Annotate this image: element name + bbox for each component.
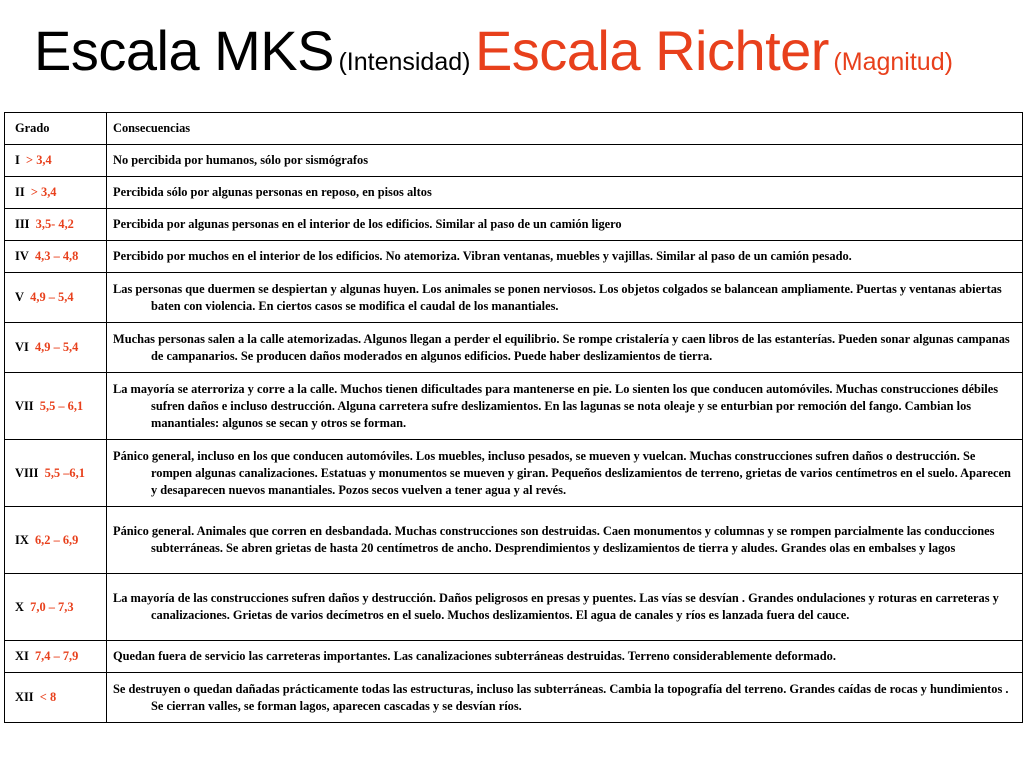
richter-value: < 8 [39,690,57,704]
grado-cell [5,323,107,373]
grado-cell [5,373,107,440]
table-row [5,641,1023,673]
grado-cell [5,440,107,507]
consecuencias-cell: Quedan fuera de servicio las carreteras importantes. Las canalizaciones subterráneas destruidas. Terreno considerablemente deformado. [107,641,1023,673]
table-row [5,209,1023,241]
grado-cell [5,209,107,241]
consecuencias-cell: Se destruyen o quedan dañadas prácticamente todas las estructuras, incluso las subterráneas. Cambia la topografía del terreno. Grandes caídas de rocas y hundimientos . Se cierran valles, se forman lagos, aparecen cascadas y se desvían ríos. [107,673,1023,723]
table-row [5,373,1023,440]
grado-label: V [15,290,24,304]
richter-value: 4,3 – 4,8 [34,249,79,263]
grado-label: VI [15,340,29,354]
table-row [5,323,1023,373]
richter-value: > 3,4 [30,185,57,199]
consecuencias-cell: La mayoría se aterroriza y corre a la calle. Muchos tienen dificultades para mantenerse en pie. Lo sienten los que conducen automóviles. Muchas construcciones débiles sufren daños e incluso destrucción. Alguna carretera sufre deslizamientos. En las lagunas se nota oleaje y se enturbian por remoción del fango. Cambian los manantiales: algunos se secan y otros se forman. [107,373,1023,440]
consecuencias-cell: Pánico general, incluso en los que conducen automóviles. Los muebles, incluso pesados, se mueven y vuelcan. Muchas construcciones sufren daños o destrucción. Se rompen algunas canalizaciones. Estatuas y monumentos se mueven y giran. Pequeños deslizamientos de terreno, grietas de varios centímetros en el suelo. Aparecen y desaparecen nuevos manantiales. Pozos secos vuelven a tener agua y al revés. [107,440,1023,507]
richter-value: 4,9 – 5,4 [34,340,79,354]
consecuencias-cell: Percibida por algunas personas en el interior de los edificios. Similar al paso de un camión ligero [107,209,1023,241]
scale-table [4,112,1023,723]
grado-label: III [15,217,30,231]
slide-title [34,18,953,83]
table-row [5,145,1023,177]
grado-label: IX [15,532,29,547]
consecuencias-cell: Percibido por muchos en el interior de los edificios. No atemoriza. Vibran ventanas, muebles y vajillas. Similar al paso de un camión pesado. [107,241,1023,273]
table-header-row [5,113,1023,145]
subtitle-magnitud: (Magnitud) [833,48,953,76]
richter-value: 5,5 – 6,1 [39,398,84,413]
consecuencias-cell: La mayoría de las construcciones sufren daños y destrucción. Daños peligrosos en presas y puentes. Las vías se desvían . Grandes ondulaciones y roturas en carreteras y canalizaciones. Grietas de varios decímetros en el suelo. Muchos deslizamientos. El agua de canales y ríos es lanzada fuera del cauce. [107,574,1023,641]
grado-cell [5,507,107,574]
consecuencias-cell: Percibida sólo por algunas personas en reposo, en pisos altos [107,177,1023,209]
table-row [5,574,1023,641]
grado-label: XI [15,649,29,663]
title-mks: Escala MKS [34,19,334,82]
subtitle-intensidad: (Intensidad) [338,48,471,76]
richter-value: 3,5- 4,2 [35,217,74,231]
richter-value: 7,0 – 7,3 [30,599,74,614]
consecuencias-cell: Pánico general. Animales que corren en desbandada. Muchas construcciones son destruidas. Caen monumentos y columnas y se rompen parcialmente las conducciones subterráneas. Se abren grietas de hasta 20 centímetros de ancho. Desprendimientos y deslizamientos de tierra y aludes. Grandes olas en embalses y lagos [107,507,1023,574]
grado-label: XII [15,690,34,704]
grado-label: II [15,185,25,199]
consecuencias-cell: Las personas que duermen se despiertan y algunas huyen. Los animales se ponen nerviosos. Los objetos colgados se balancean ampliamente. Puertas y ventanas abiertas baten con violencia. En ciertos casos se modifica el caudal de los manantiales. [107,273,1023,323]
header-grado: Grado [5,113,107,145]
grado-cell [5,145,107,177]
grado-cell [5,273,107,323]
grado-cell [5,241,107,273]
consecuencias-cell: No percibida por humanos, sólo por sismógrafos [107,145,1023,177]
richter-value: 4,9 – 5,4 [30,290,74,304]
grado-label: X [15,599,24,614]
grado-label: IV [15,249,29,263]
richter-value: 6,2 – 6,9 [34,532,79,547]
richter-value: 7,4 – 7,9 [34,649,79,663]
grado-label: I [15,153,20,167]
consecuencias-cell: Muchas personas salen a la calle atemorizadas. Algunos llegan a perder el equilibrio. Se rompe cristalería y caen libros de las estanterías. Pueden sonar algunas campanas de campanarios. Se producen daños moderados en algunos edificios. Puede haber deslizamientos de tierra. [107,323,1023,373]
grado-label: VII [15,398,34,413]
grado-cell [5,574,107,641]
header-consecuencias: Consecuencias [107,113,1023,145]
richter-value: 5,5 –6,1 [44,465,85,480]
table-row [5,673,1023,723]
grado-cell [5,177,107,209]
table-row [5,241,1023,273]
grado-cell [5,673,107,723]
table-row [5,273,1023,323]
grado-label: VIII [15,465,39,480]
richter-value: > 3,4 [26,153,52,167]
title-richter: Escala Richter [474,19,829,82]
table-row [5,177,1023,209]
table-row [5,507,1023,574]
grado-cell [5,641,107,673]
table-row [5,440,1023,507]
